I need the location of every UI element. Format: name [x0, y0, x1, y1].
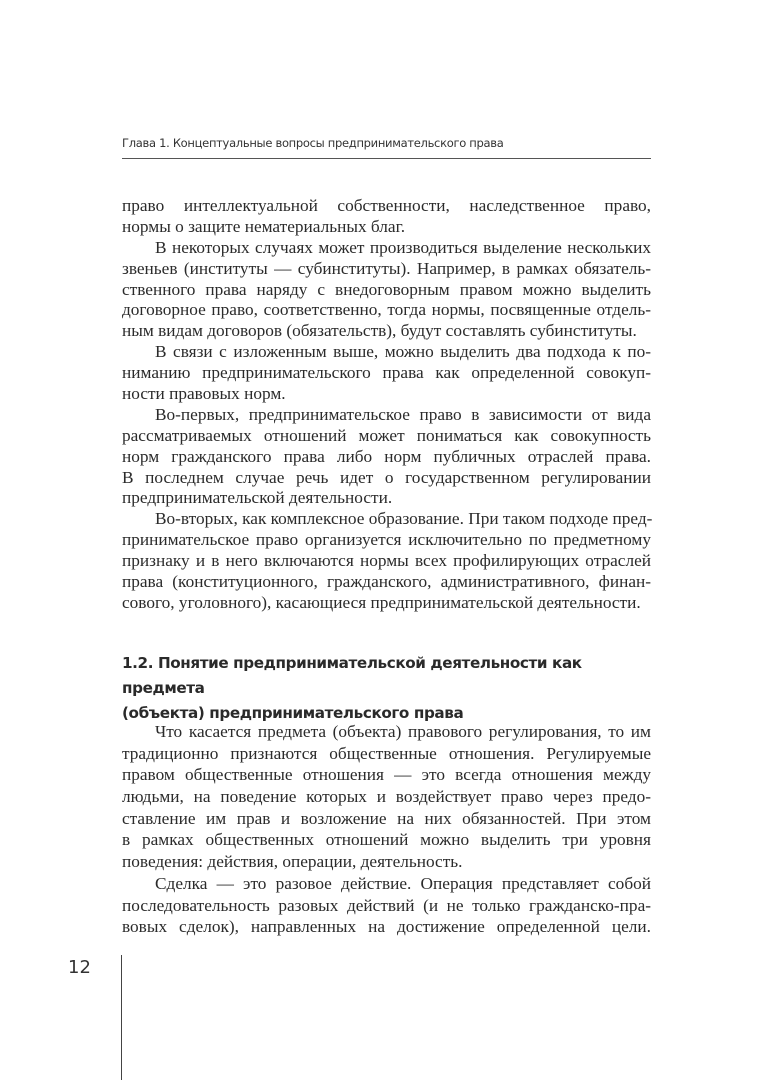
text-line: ности правовых норм.	[122, 384, 286, 404]
text-line: ным видам договоров (обязательств), будут составлять субинституты.	[122, 321, 637, 341]
text-line: людьми, на поведение которых и воздействует право через предо-	[122, 787, 651, 807]
text-line: В последнем случае речь идет о государственном регулировании	[122, 467, 651, 487]
text-line: В связи с изложенным выше, можно выделить два подхода к по-	[155, 342, 651, 362]
text-line: в рамках общественных отношений можно выделить три уровня	[122, 830, 651, 850]
text-line: Что касается предмета (объекта) правового регулирования, то им	[155, 722, 651, 741]
text-line: Сделка — это разовое действие. Операция представляет собой	[155, 873, 651, 893]
text-line: В некоторых случаях может производиться выделение нескольких	[155, 237, 651, 257]
text-line: традиционно признаются общественные отношения. Регулируемые	[122, 743, 651, 763]
section-heading-line: (объекта) предпринимательского права	[122, 704, 464, 722]
text-line: звеньев (институты — субинституты). Например, в рамках обязатель-	[122, 258, 651, 278]
section-heading	[122, 651, 662, 726]
text-block-1	[122, 196, 651, 614]
header-rule	[122, 158, 651, 159]
margin-rule	[121, 955, 122, 1080]
text-line: последовательность разовых действий (и не только гражданско-пра-	[122, 895, 651, 915]
section-heading-line: 1.2. Понятие предпринимательской деятельности как предмета	[122, 654, 582, 697]
text-line: признаку и в него включаются нормы всех профилирующих отраслей	[122, 551, 651, 571]
text-line: Во-первых, предпринимательское право в зависимости от вида	[155, 404, 651, 424]
text-line: договорное право, соответственно, тогда нормы, посвященные отдель-	[122, 300, 651, 320]
text-line: права (конституционного, гражданского, административного, финан-	[122, 572, 651, 592]
text-line: норм гражданского права либо норм публичных отраслей права.	[122, 446, 651, 466]
text-line: Во-вторых, как комплексное образование. При таком подходе пред-	[155, 509, 653, 529]
text-line: ставление им прав и возложение на них обязанностей. При этом	[122, 808, 651, 828]
text-line: принимательское право организуется исключительно по предметному	[122, 530, 651, 550]
text-line: поведения: действия, операции, деятельность.	[122, 852, 463, 872]
text-block-2	[122, 721, 651, 938]
text-line: предпринимательской деятельности.	[122, 488, 393, 508]
text-line: ственного права наряду с внедоговорным правом можно выделить	[122, 279, 651, 299]
text-line: правом общественные отношения — это всегда отношения между	[122, 765, 651, 785]
text-line: ниманию предпринимательского права как определенной совокуп-	[122, 363, 651, 383]
text-line: нормы о защите нематериальных благ.	[122, 216, 406, 236]
text-line: право интеллектуальной собственности, наследственное право,	[122, 196, 651, 215]
running-head: Глава 1. Концептуальные вопросы предпринимательского права	[122, 136, 504, 150]
page-number: 12	[68, 957, 91, 978]
text-line: вовых сделок), направленных на достижение определенной цели.	[122, 917, 651, 937]
text-line: сового, уголовного), касающиеся предпринимательской деятельности.	[122, 592, 641, 612]
text-line: рассматриваемых отношений может пониматься как совокупность	[122, 425, 651, 445]
